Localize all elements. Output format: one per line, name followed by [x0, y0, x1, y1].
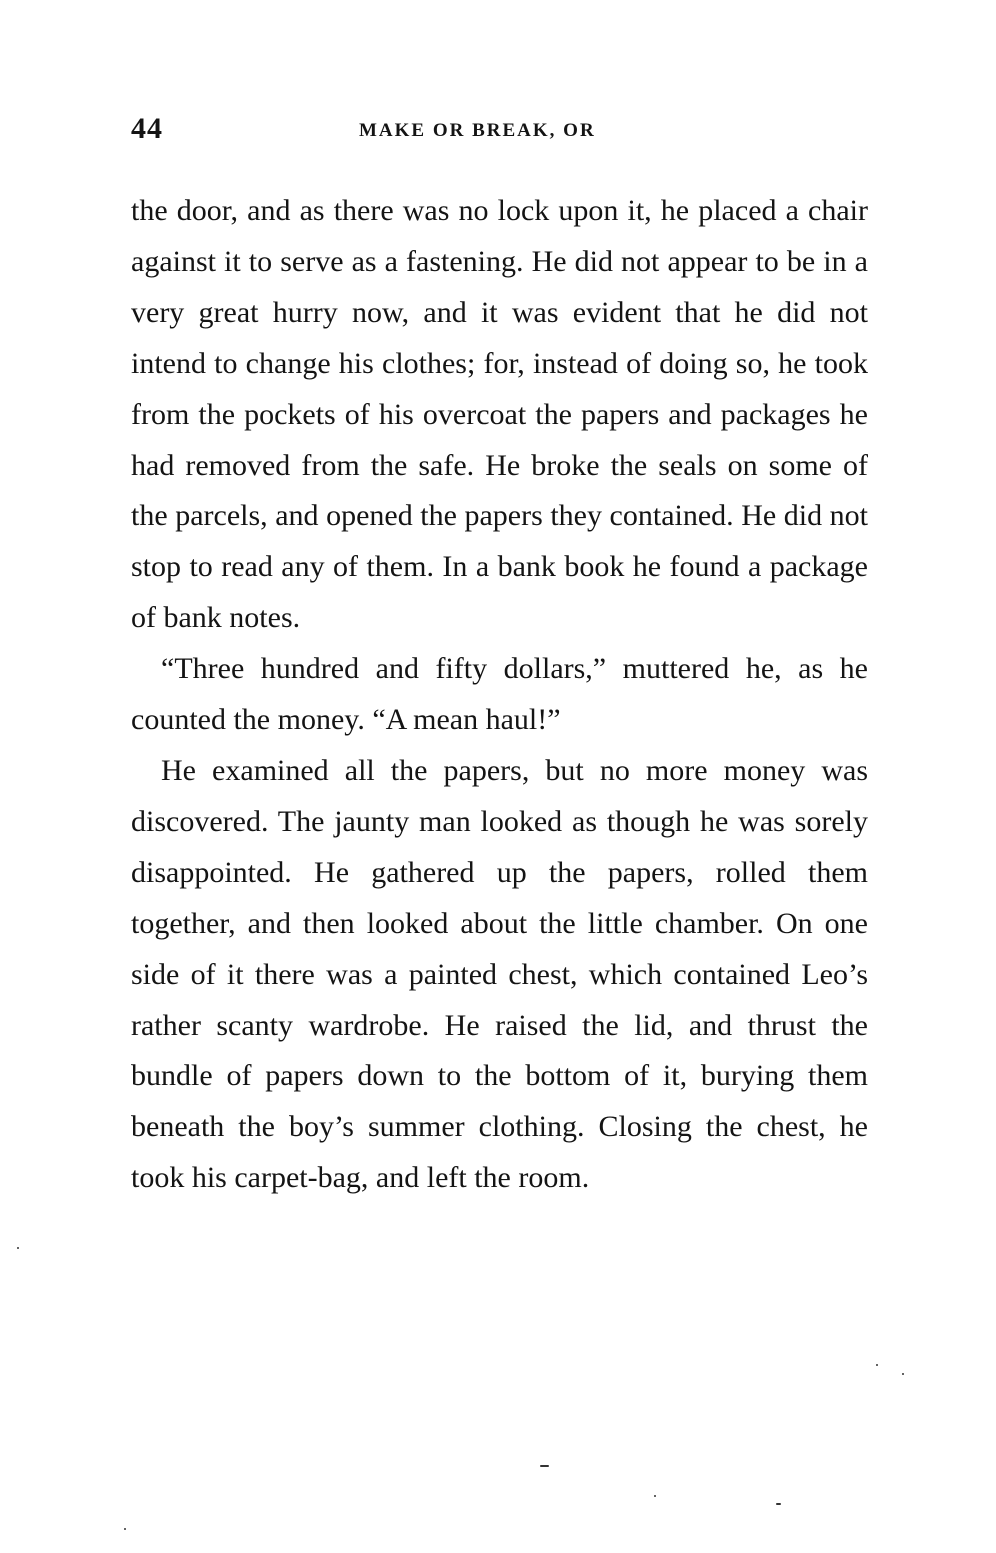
scan-speck	[124, 1528, 126, 1530]
paragraph-1: the door, and as there was no lock upon it, he placed a chair against it to serve as a fastening. He did not appear to be in a very great hurry now, and it was evident that he did not intend to change his clothes; for, instead of doing so, he took from the pockets of his overcoat the papers and packages he had removed from the safe. He broke the seals on some of the parcels, and opened the papers they contained. He did not stop to read any of them. In a bank book he found a package of bank notes.	[131, 194, 868, 635]
body-text	[131, 186, 868, 1204]
scan-speck	[876, 1364, 878, 1366]
page-header	[131, 112, 871, 156]
scan-speck	[17, 1247, 19, 1249]
scan-speck	[902, 1373, 904, 1375]
paragraph-3: He examined all the papers, but no more money was discovered. The jaunty man looked as though he was sorely disappointed. He gathered up the papers, rolled them together, and then looked about the little chamber. On one side of it there was a painted chest, which contained Leo’s rather scanty wardrobe. He raised the lid, and thrust the bundle of papers down to the bottom of it, burying them beneath the boy’s summer clothing. Closing the chest, he took his carpet-bag, and left the room.	[131, 753, 868, 1195]
scan-speck	[776, 1503, 781, 1505]
scan-speck	[540, 1465, 549, 1467]
running-title: MAKE OR BREAK, OR	[359, 120, 596, 141]
scan-speck	[654, 1495, 656, 1497]
paragraph-2: “Three hundred and fifty dollars,” muttered he, as he counted the money. “A mean haul!”	[131, 652, 868, 737]
page-number: 44	[131, 112, 163, 145]
